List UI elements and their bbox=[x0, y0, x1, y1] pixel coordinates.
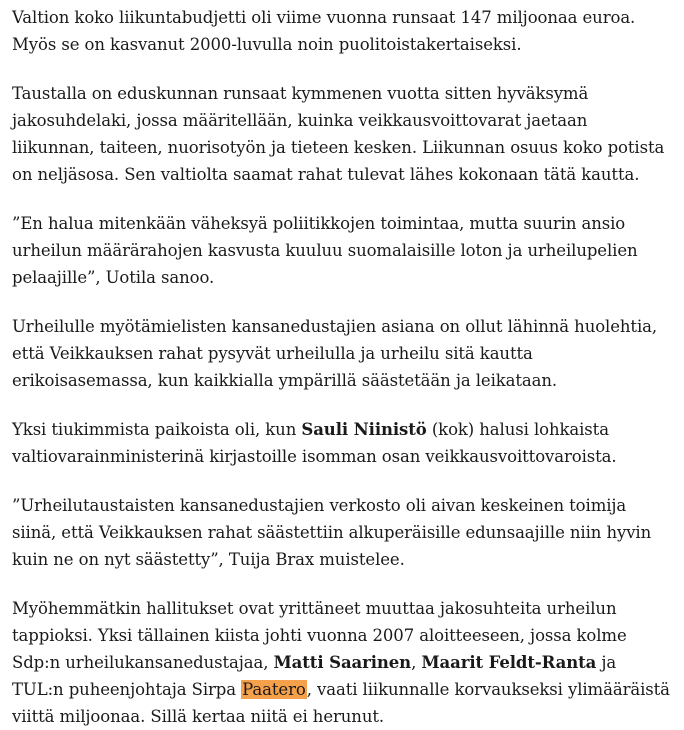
text-segment: Myöhemmätkin hallitukset ovat yrittäneet muuttaa jakosuhteita urheilun tappioksi. Yksi tällainen kiista johti vuonna 2007 aloitteeseen, jossa kolme Sdp:n urheilukansanedustajaa, bbox=[12, 599, 627, 672]
paragraph-mps: Urheilulle myötämielisten kansanedustajien asiana on ollut lähinnä huolehtia, että Veikkauksen rahat pysyvät urheilulla ja urheilu sitä kautta erikoisasemassa, kun kaikkialla ympärillä säästetään ja leikataan. bbox=[12, 317, 658, 390]
paragraph-niinisto bbox=[12, 416, 672, 470]
text-segment: Yksi tiukimmista paikoista oli, kun bbox=[12, 420, 302, 439]
text-segment: (kok) halusi lohkaista valtiovarainministerinä kirjastoille isomman osan veikkausvoittovaroista. bbox=[12, 420, 617, 466]
paragraph-background: Taustalla on eduskunnan runsaat kymmenen vuotta sitten hyväksymä jakosuhdelaki, jossa määritellään, kuinka veikkausvoittovarat jaetaan liikunnan, taiteen, nuorisotyön ja tieteen kesken. Liikunnan osuus koko potista on neljäsosa. Sen valtiolta saamat rahat tulevat lähes kokonaan tätä kautta. bbox=[12, 84, 665, 184]
person-name: Matti Saarinen bbox=[273, 653, 412, 672]
search-highlight: Paatero bbox=[242, 680, 306, 699]
text-segment: , bbox=[411, 653, 422, 672]
paragraph-quote-uotila: ”En halua mitenkään väheksyä poliitikkojen toimintaa, mutta suurin ansio urheilun määrärahojen kasvusta kuuluu suomalaisille loton ja urheilupelien pelaajille”, Uotila sanoo. bbox=[12, 214, 638, 287]
paragraph-budget: Valtion koko liikuntabudjetti oli viime vuonna runsaat 147 miljoonaa euroa. Myös se on kasvanut 2000-luvulla noin puolitoistakertaiseksi. bbox=[12, 8, 636, 54]
person-name: Sauli Niinistö bbox=[301, 420, 427, 439]
person-name: Maarit Feldt-Ranta bbox=[421, 653, 597, 672]
paragraph-governments bbox=[12, 595, 672, 730]
text-segment: ja TUL:n puheenjohtaja Sirpa bbox=[12, 653, 617, 699]
text-segment: , vaati liikunnalle korvaukseksi ylimääräistä viittä miljoonaa. Sillä kertaa niitä ei herunut. bbox=[12, 680, 670, 726]
paragraph-quote-brax: ”Urheilutaustaisten kansanedustajien verkosto oli aivan keskeinen toimija siinä, että Veikkauksen rahat säästettiin alkuperäisille edunsaajille niin hyvin kuin ne on nyt säästetty”, Tuija Brax muistelee. bbox=[12, 496, 652, 569]
